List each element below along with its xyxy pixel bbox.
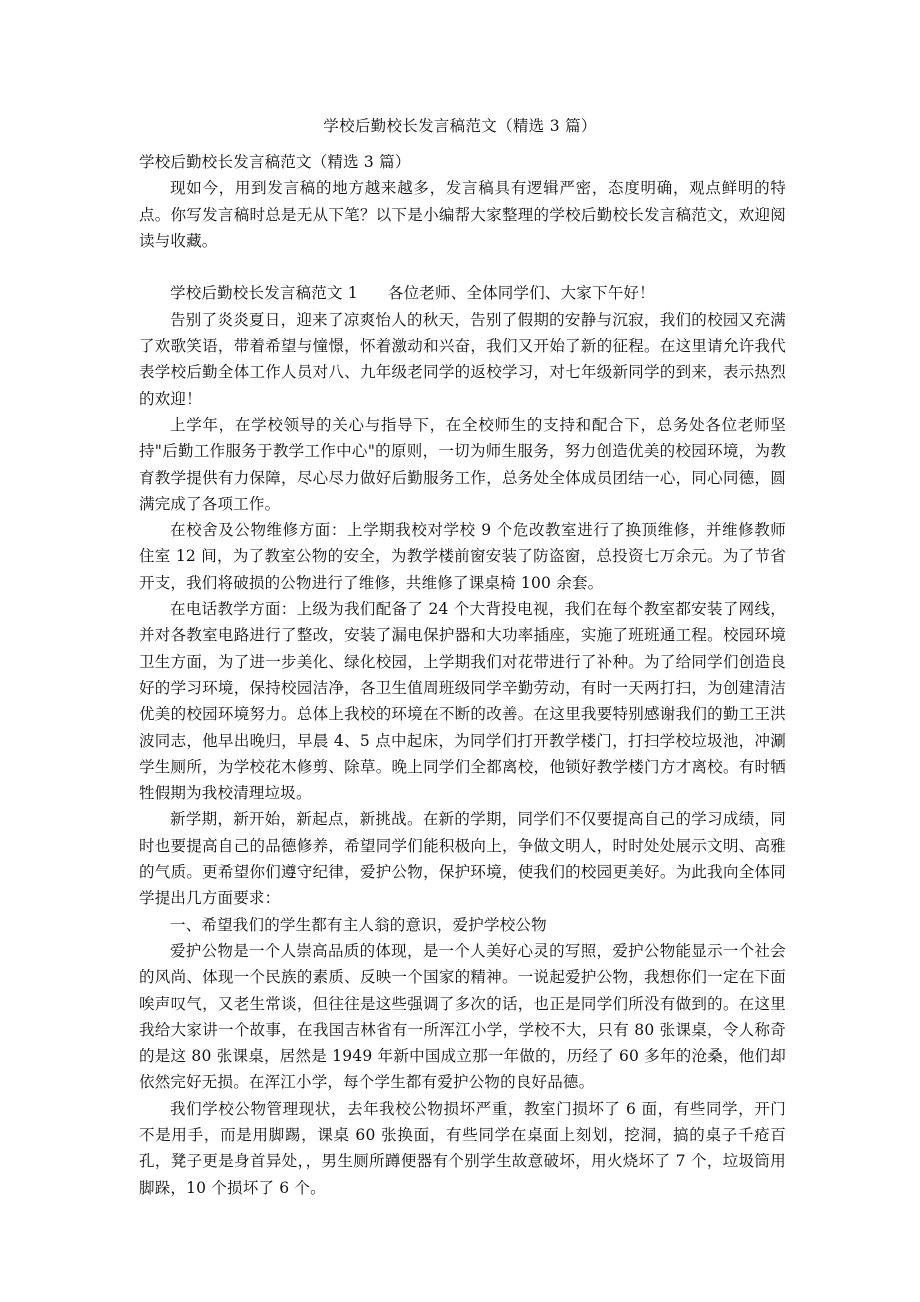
paragraph: 告别了炎炎夏日，迎来了凉爽怡人的秋天，告别了假期的安静与沉寂，我们的校园又充满了欢歌笑语，带着希望与憧憬，怀着激动和兴奋，我们又开始了新的征程。在这里请允许我代表学校后勤全体工作人员对八、九年级老同学的返校学习，对七年级新同学的到来，表示热烈的欢迎！ (139, 310, 786, 408)
paragraph: 爱护公物是一个人崇高品质的体现，是一个人美好心灵的写照，爱护公物能显示一个社会的风尚、体现一个民族的素质、反映一个国家的精神。一说起爱护公物，我想你们一定在下面唉声叹气，又老生常谈，但往往是这些强调了多次的话，也正是同学们所没有做到的。在这里我给大家讲一个故事，在我国吉林省有一所浑江小学，学校不大，只有 80 张课桌，令人称奇的是这 80 张课桌，居然是 1949 年新中国成立那一年做的，历经了 60 多年的沧桑，他们却依然完好无损。在浑江小学，每个学生都有爱护公物的良好品德。 (139, 941, 786, 1092)
document-subtitle: 学校后勤校长发言稿范文（精选 3 篇） (139, 153, 411, 171)
blank-line (139, 254, 786, 280)
paragraph: 新学期，新开始，新起点，新挑战。在新的学期，同学们不仅要提高自己的学习成绩，同时也要提高自己的品德修养，希望同学们能积极向上，争做文明人，时时处处展示文明、高雅的气质。更希望你们遵守纪律，爱护公物，保护环境，使我们的校园更美好。为此我向全体同学提出几方面要求： (139, 810, 786, 908)
document-title: 学校后勤校长发言稿范文（精选 3 篇） (323, 117, 597, 135)
greeting: 各位老师、全体同学们、大家下午好！ (387, 284, 655, 303)
section-heading: 学校后勤校长发言稿范文 1 (170, 284, 358, 303)
paragraph: 在电话教学方面：上级为我们配备了 24 个大背投电视，我们在每个教室都安装了网线，并对各教室电路进行了整改，安装了漏电保护器和大功率插座，实施了班班通工程。校园环境卫生方面，为了进一步美化、绿化校园，上学期我们对花带进行了补种。为了给同学们创造良好的学习环境，保持校园洁净，各卫生值周班级同学辛勤劳动，有时一天两打扫，为创建清洁优美的校园环境努力。总体上我校的环境在不断的改善。在这里我要特别感谢我们的勤工王洪波同志，他早出晚归，早晨 4、5 点中起床，为同学们打开教学楼门，打扫学校垃圾池，冲涮学生厕所，为学校花木修剪、除草。晚上同学们全都离校，他锁好教学楼门方才离校。有时牺牲假期为我校清理垃圾。 (139, 600, 786, 803)
paragraph: 在校舍及公物维修方面：上学期我校对学校 9 个危改教室进行了换顶维修，并维修教师住室 12 间，为了教室公物的安全，为教学楼前窗安装了防盗窗，总投资七万余元。为了节省开支，我们将破损的公物进行了维修，共维修了课桌椅 100 余套。 (139, 521, 786, 592)
requirement-heading: 一、希望我们的学生都有主人翁的意识，爱护学校公物 (170, 915, 547, 934)
paragraph: 我们学校公物管理现状，去年我校公物损坏严重，教室门损坏了 6 面，有些同学，开门不是用手，而是用脚踢，课桌 60 张换面，有些同学在桌面上刻划，挖洞，搞的桌子千疮百孔，凳子更是身首异处，，男生厕所蹲便器有个别学生故意破坏，用火烧坏了 7 个，垃圾筒用脚跺，10 个损坏了 6 个。 (139, 1099, 786, 1197)
document-body (139, 149, 786, 1201)
section-heading-line (139, 280, 786, 306)
paragraph: 上学年，在学校领导的关心与指导下，在全校师生的支持和配合下，总务处各位老师坚持"后勤工作服务于教学工作中心"的原则，一切为师生服务，努力创造优美的校园环境，为教育教学提供有力保障，尽心尽力做好后勤服务工作，总务处全体成员团结一心，同心同德，圆满完成了各项工作。 (139, 415, 786, 513)
intro-paragraph: 现如今，用到发言稿的地方越来越多，发言稿具有逻辑严密，态度明确，观点鲜明的特点。你写发言稿时总是无从下笔？以下是小编帮大家整理的学校后勤校长发言稿范文，欢迎阅读与收藏。 (139, 179, 786, 250)
